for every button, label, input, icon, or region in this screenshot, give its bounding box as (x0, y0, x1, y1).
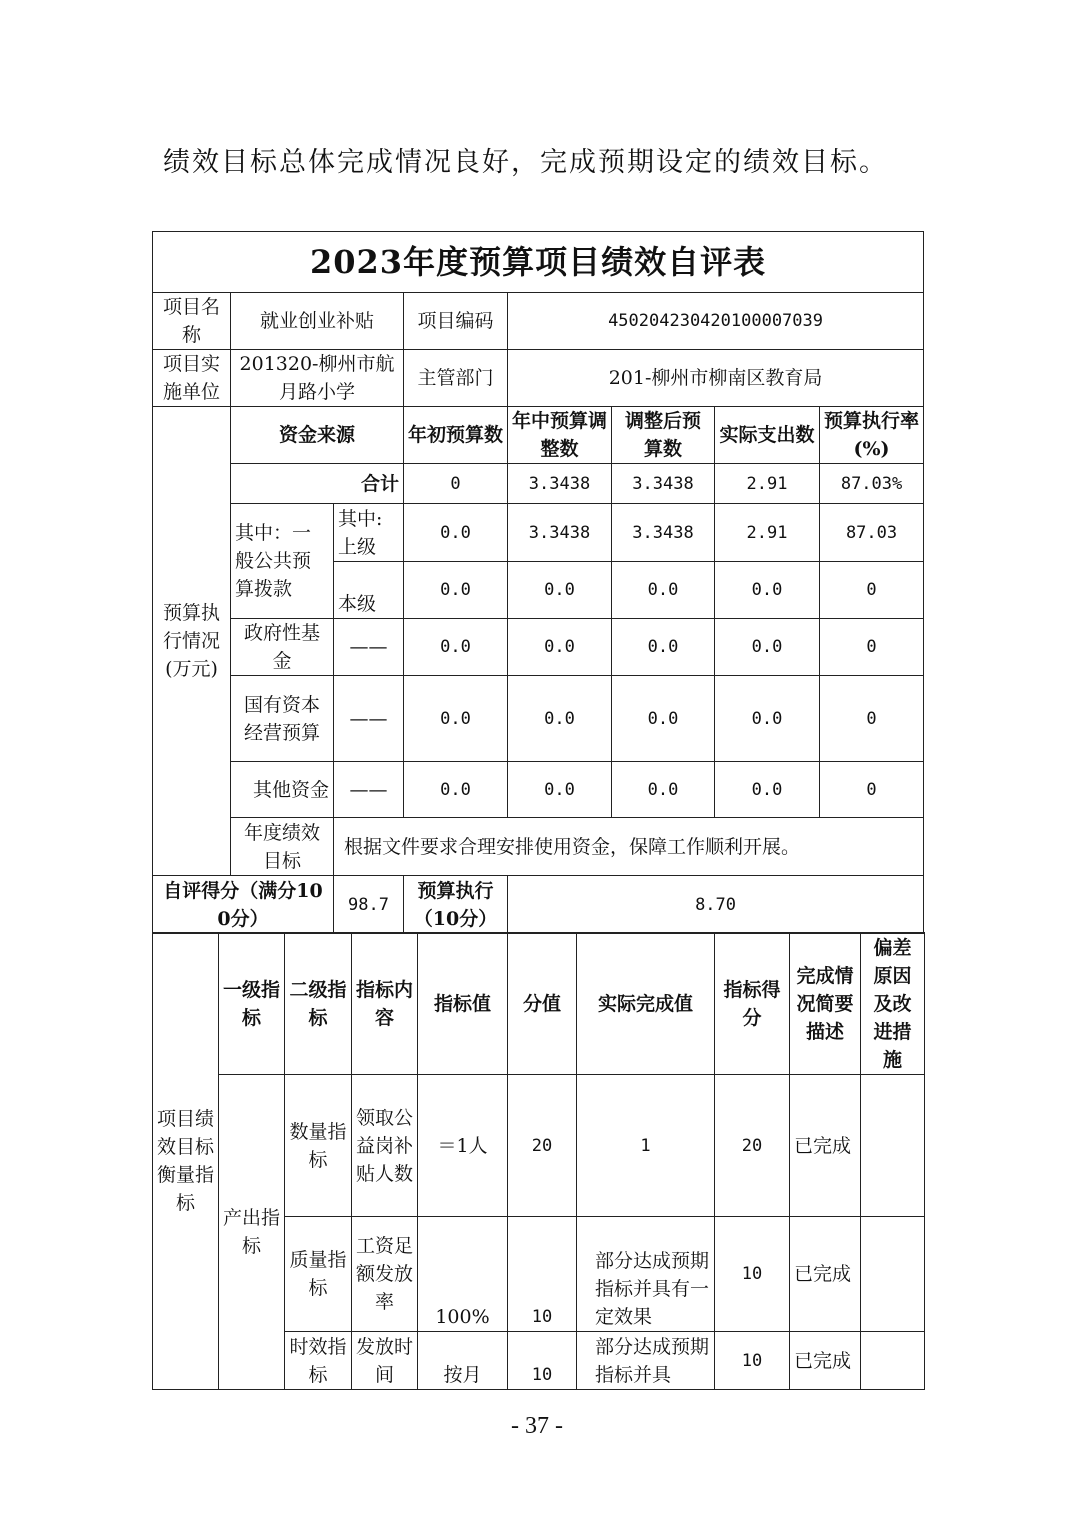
score-cell: 10 (715, 1332, 790, 1390)
upper-level-cell: 3.3438 (612, 504, 715, 562)
level2-cell: 数量指标 (285, 1075, 352, 1217)
level2-cell: 时效指标 (285, 1332, 352, 1390)
annual-goal-value: 根据文件要求合理安排使用资金，保障工作顺利开展。 (334, 818, 924, 876)
state-capital-cell: 0.0 (404, 676, 508, 762)
total-cell: 3.3438 (612, 464, 715, 504)
level2-cell: 质量指标 (285, 1217, 352, 1332)
local-level-label: 本级 (334, 562, 404, 619)
state-capital-dash: —— (334, 676, 404, 762)
target-cell: ＝1人 (418, 1075, 508, 1217)
annual-goal-label: 年度绩效目标 (231, 818, 334, 876)
other-funds-cell: 0.0 (612, 762, 715, 818)
dept-label: 主管部门 (404, 350, 508, 407)
total-label: 合计 (231, 464, 404, 504)
upper-level-cell: 2.91 (715, 504, 820, 562)
table-row (153, 1075, 925, 1217)
local-level-cell: 0.0 (715, 562, 820, 619)
status-cell: 已完成 (790, 1217, 861, 1332)
dept-value: 201-柳州市柳南区教育局 (508, 350, 924, 407)
status-cell: 已完成 (790, 1332, 861, 1390)
header-reason: 偏差原因及改进措施 (861, 933, 925, 1075)
weight-cell: 10 (508, 1332, 577, 1390)
score-cell: 20 (715, 1075, 790, 1217)
indicators-table (152, 932, 925, 1390)
total-cell: 0 (404, 464, 508, 504)
header-mid-adjust: 年中预算调整数 (508, 407, 612, 464)
header-weight: 分值 (508, 933, 577, 1075)
content-cell: 发放时间 (352, 1332, 418, 1390)
project-unit-value: 201320-柳州市航月路小学 (231, 350, 404, 407)
gov-fund-cell: 0.0 (612, 619, 715, 676)
header-initial-budget: 年初预算数 (404, 407, 508, 464)
header-level1: 一级指标 (219, 933, 285, 1075)
upper-level-label: 其中:上级 (334, 504, 404, 562)
other-funds-cell: 0.0 (404, 762, 508, 818)
state-capital-cell: 0.0 (508, 676, 612, 762)
reason-cell (861, 1217, 925, 1332)
project-code-value: 450204230420100007039 (508, 293, 924, 350)
total-cell: 2.91 (715, 464, 820, 504)
weight-cell: 10 (508, 1217, 577, 1332)
gov-fund-cell: 0.0 (508, 619, 612, 676)
content-cell: 工资足额发放率 (352, 1217, 418, 1332)
page-number: - 37 - (511, 1413, 563, 1439)
intro-paragraph: 绩效目标总体完成情况良好，完成预期设定的绩效目标。 (163, 147, 888, 178)
project-name-label: 项目名称 (153, 293, 231, 350)
page-title: 2023年度预算项目绩效自评表 (153, 232, 924, 293)
state-capital-cell: 0 (820, 676, 924, 762)
project-name-value: 就业创业补贴 (231, 293, 404, 350)
total-cell: 3.3438 (508, 464, 612, 504)
header-level2: 二级指标 (285, 933, 352, 1075)
upper-level-cell: 0.0 (404, 504, 508, 562)
header-content: 指标内容 (352, 933, 418, 1075)
target-cell: 按月 (418, 1332, 508, 1390)
local-level-cell: 0.0 (508, 562, 612, 619)
status-cell: 已完成 (790, 1075, 861, 1217)
upper-level-cell: 87.03 (820, 504, 924, 562)
indicators-section-label: 项目绩效目标衡量指标 (153, 933, 219, 1390)
general-budget-label: 其中：一般公共预算拨款 (231, 504, 334, 619)
local-level-cell: 0.0 (612, 562, 715, 619)
gov-fund-cell: 0.0 (715, 619, 820, 676)
self-score-value: 98.7 (334, 876, 404, 934)
header-fund-source: 资金来源 (231, 407, 404, 464)
weight-cell: 20 (508, 1075, 577, 1217)
local-level-cell: 0 (820, 562, 924, 619)
header-status: 完成情况简要描述 (790, 933, 861, 1075)
project-unit-label: 项目实施单位 (153, 350, 231, 407)
gov-fund-cell: 0 (820, 619, 924, 676)
level1-output: 产出指标 (219, 1075, 285, 1390)
reason-cell (861, 1332, 925, 1390)
total-cell: 87.03% (820, 464, 924, 504)
state-capital-cell: 0.0 (612, 676, 715, 762)
other-funds-dash: —— (334, 762, 404, 818)
state-capital-label: 国有资本经营预算 (231, 676, 334, 762)
header-actual: 实际完成值 (577, 933, 715, 1075)
other-funds-cell: 0.0 (715, 762, 820, 818)
header-adjusted-budget: 调整后预算数 (612, 407, 715, 464)
header-actual-spend: 实际支出数 (715, 407, 820, 464)
other-funds-cell: 0 (820, 762, 924, 818)
exec-score-label: 预算执行（10分） (404, 876, 508, 934)
other-funds-label: 其他资金 (231, 762, 334, 818)
actual-cell: 1 (577, 1075, 715, 1217)
gov-fund-dash: —— (334, 619, 404, 676)
budget-section-label: 预算执行情况(万元) (153, 407, 231, 876)
upper-level-cell: 3.3438 (508, 504, 612, 562)
gov-fund-label: 政府性基金 (231, 619, 334, 676)
target-cell: 100% (418, 1217, 508, 1332)
local-level-cell: 0.0 (404, 562, 508, 619)
other-funds-cell: 0.0 (508, 762, 612, 818)
content-cell: 领取公益岗补贴人数 (352, 1075, 418, 1217)
actual-cell: 部分达成预期指标并具 (577, 1332, 715, 1390)
state-capital-cell: 0.0 (715, 676, 820, 762)
reason-cell (861, 1075, 925, 1217)
header-exec-rate: 预算执行率(%) (820, 407, 924, 464)
gov-fund-cell: 0.0 (404, 619, 508, 676)
budget-table (152, 231, 924, 934)
header-score: 指标得分 (715, 933, 790, 1075)
score-cell: 10 (715, 1217, 790, 1332)
self-score-label: 自评得分（满分100分） (153, 876, 334, 934)
actual-cell: 部分达成预期指标并具有一定效果 (577, 1217, 715, 1332)
project-code-label: 项目编码 (404, 293, 508, 350)
header-target: 指标值 (418, 933, 508, 1075)
exec-score-value: 8.70 (508, 876, 924, 934)
